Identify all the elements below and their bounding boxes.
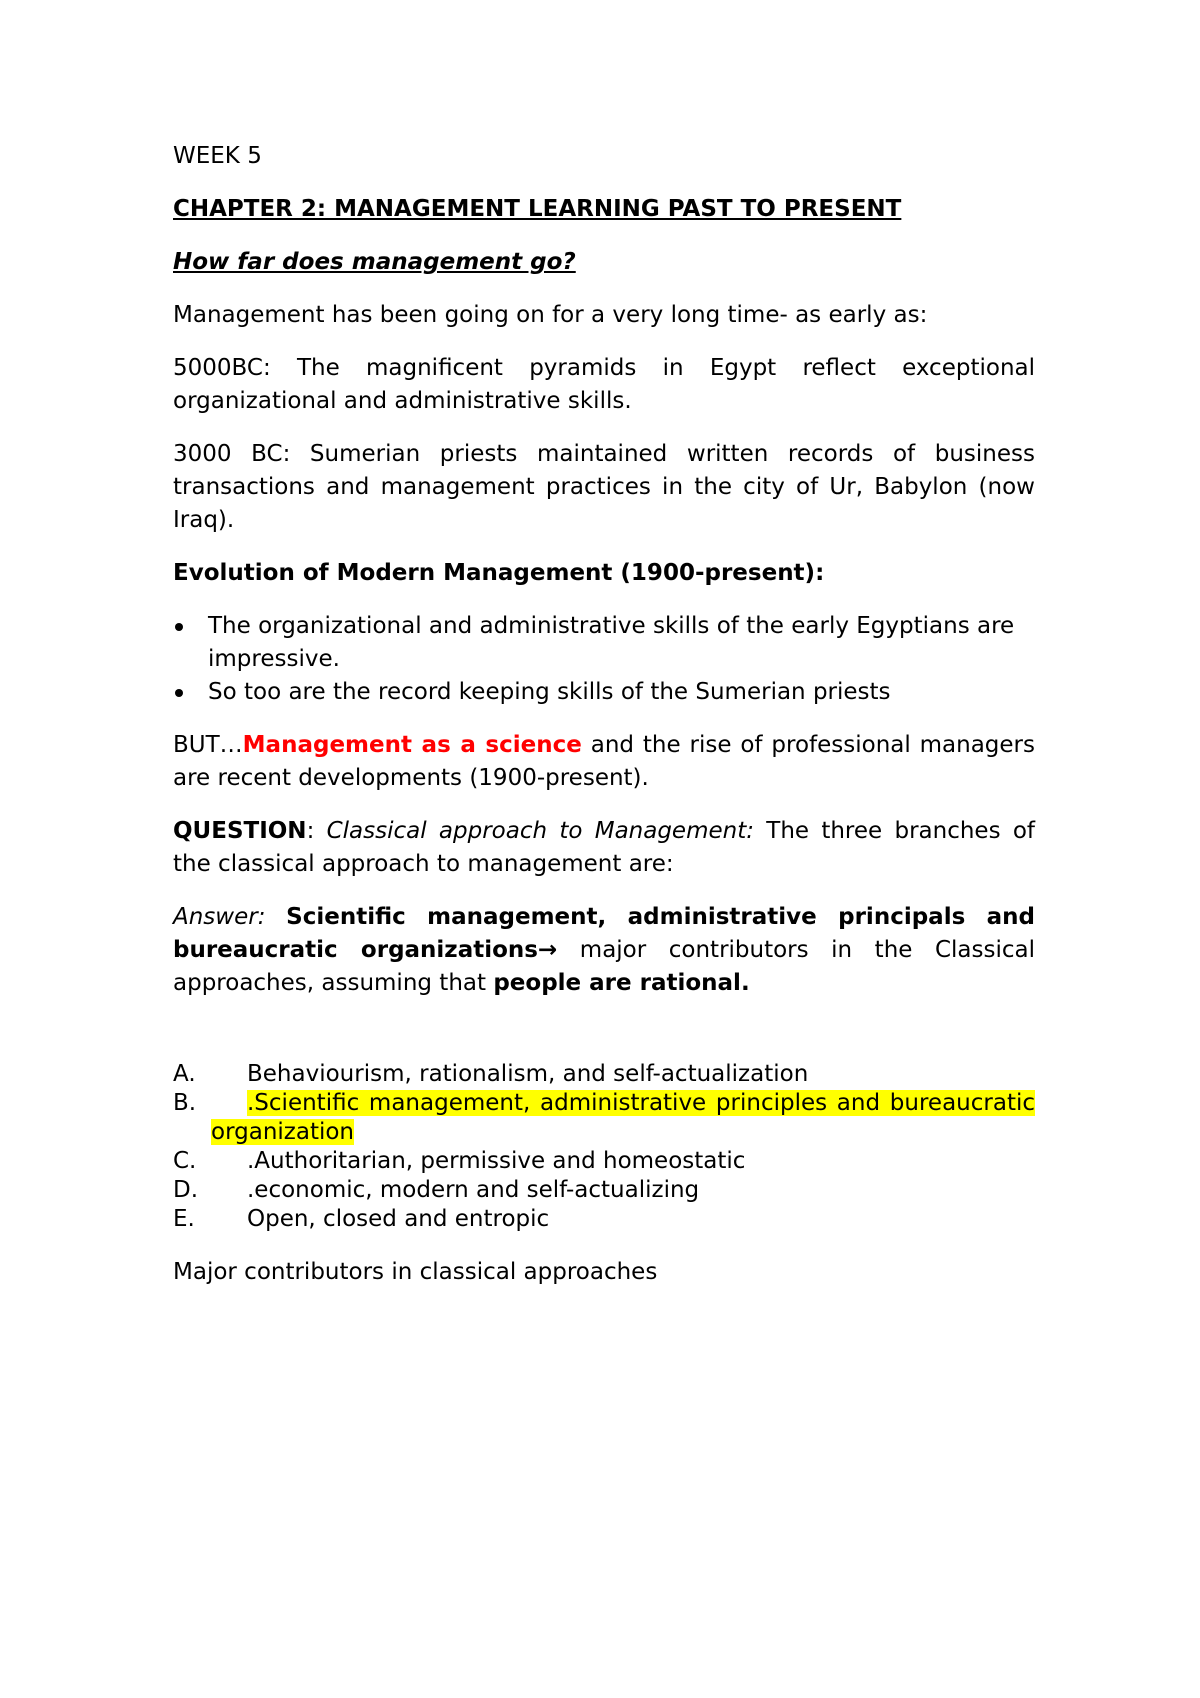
intro-paragraph: Management has been going on for a very long time- as early as: [173,302,928,328]
option-text: Behaviourism, rationalism, and self-actualization [247,1061,809,1087]
option-a [173,1060,1035,1089]
science-emphasis: Management as a science [242,732,582,758]
option-letter: E. [173,1206,195,1232]
question-label: QUESTION [173,818,307,844]
option-text: .Authoritarian, permissive and homeostatic [247,1148,746,1174]
closing-line: Major contributors in classical approaches [173,1259,658,1285]
history-paragraph-3000bc: 3000 BC: Sumerian priests maintained written records of business transactions and management practices in the city of Ur, Babylon (now Iraq). [173,441,1035,533]
bullet-icon [175,689,183,697]
document-body [173,140,1035,1289]
question-colon: : [306,818,327,844]
answer-options-list [173,1060,1035,1234]
option-letter: C. [173,1148,197,1174]
option-text: Open, closed and entropic [247,1206,550,1232]
option-letter: B. [173,1090,197,1116]
option-c [173,1147,1035,1176]
answer-rational: people are rational. [493,970,750,996]
list-item [173,676,1035,709]
answer-middle: major contributors in the Classical approaches, assuming that [173,937,1035,996]
option-text-highlighted: .Scientific management, administrative principles and bureaucratic organization [211,1090,1035,1145]
question-topic: Classical approach to Management: [326,818,754,844]
option-letter: A. [173,1061,196,1087]
section-subtitle: How far does management go? [173,249,576,275]
bullet-text: The organizational and administrative skills of the early Egyptians are impressive. [208,613,1015,672]
arrow-icon: → [537,937,558,963]
spacer [173,1020,1035,1060]
but-paragraph [173,729,1035,795]
list-item [173,610,1035,676]
evolution-bullet-list [173,610,1035,709]
option-e [173,1205,1035,1234]
but-rest: and the rise of professional managers are recent developments (1900-present). [173,732,1035,791]
bullet-icon [175,623,183,631]
option-letter: D. [173,1177,199,1203]
question-paragraph [173,815,1035,881]
answer-paragraph [173,901,1035,1000]
evolution-heading: Evolution of Modern Management (1900-present): [173,560,825,586]
bullet-text: So too are the record keeping skills of the Sumerian priests [208,679,891,705]
answer-label: Answer: [173,904,266,930]
option-b [173,1089,1035,1147]
history-paragraph-5000bc: 5000BC: The magnificent pyramids in Egypt reflect exceptional organizational and administrative skills. [173,355,1035,414]
option-text: .economic, modern and self-actualizing [247,1177,700,1203]
option-d [173,1176,1035,1205]
but-prefix: BUT… [173,732,243,758]
week-label: WEEK 5 [173,143,262,169]
chapter-title: CHAPTER 2: MANAGEMENT LEARNING PAST TO PRESENT [173,196,902,222]
question-text: The three branches of the classical approach to management are: [173,818,1036,877]
answer-branches: Scientific management, administrative principals and bureaucratic organizations [173,904,1035,963]
